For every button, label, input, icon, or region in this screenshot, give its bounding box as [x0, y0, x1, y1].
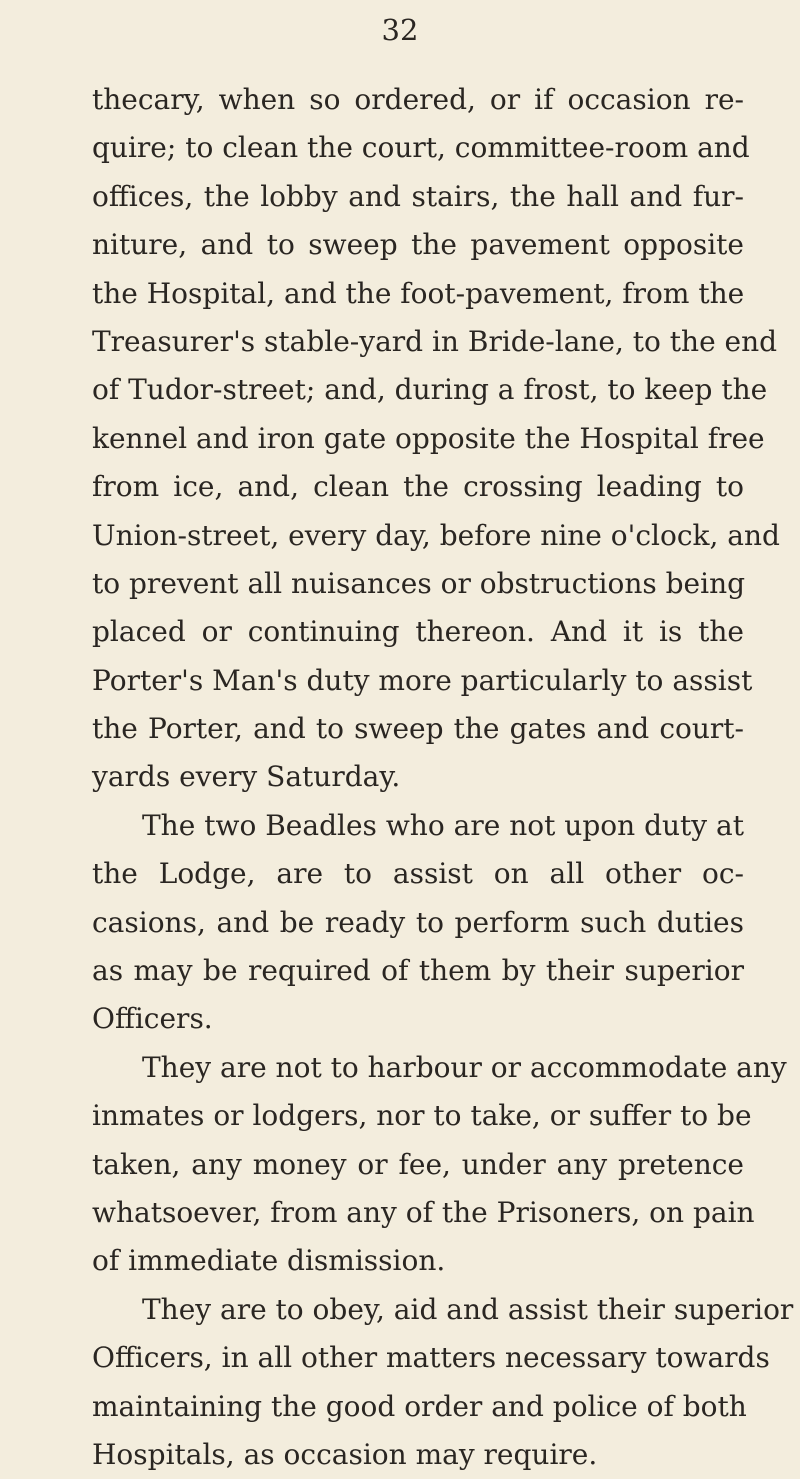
text-line: the Hospital, and the foot-pavement, from the [92, 276, 745, 310]
text-line: as may be required of them by their superior [92, 954, 744, 988]
text-line: thecary, when so ordered, or if occasion re- [92, 83, 744, 116]
body-text [92, 76, 794, 1479]
text-line: placed or continuing thereon. And it is the [92, 615, 744, 649]
text-line: They are not to harbour or accommodate any [142, 1050, 787, 1084]
text-line: inmates or lodgers, nor to take, or suffer to be [92, 1099, 752, 1133]
text-line: niture, and to sweep the pavement opposite [92, 228, 744, 262]
text-line: whatsoever, from any of the Prisoners, on pain [92, 1195, 755, 1229]
text-line: Officers. [92, 1002, 213, 1036]
text-line: of Tudor-street; and, during a frost, to keep the [92, 373, 768, 407]
text-line: yards every Saturday. [92, 760, 401, 794]
text-line: offices, the lobby and stairs, the hall and fur- [92, 179, 744, 213]
text-line: Hospitals, as occasion may require. [92, 1437, 598, 1471]
text-line: casions, and be ready to perform such duties [92, 905, 744, 939]
page-number: 32 [381, 13, 419, 47]
text-line: Treasurer's stable-yard in Bride-lane, to the end [92, 324, 778, 358]
text-line: the Lodge, are to assist on all other oc- [92, 857, 744, 891]
text-line: Porter's Man's duty more particularly to assist [92, 663, 753, 697]
text-line: The two Beadles who are not upon duty at [142, 808, 744, 842]
text-line: Officers, in all other matters necessary towards [92, 1341, 770, 1375]
text-line: from ice, and, clean the crossing leading to [92, 470, 744, 504]
text-line: taken, any money or fee, under any pretence [92, 1147, 744, 1181]
text-line: quire; to clean the court, committee-room and [92, 131, 750, 165]
text-line: of immediate dismission. [92, 1244, 446, 1278]
text-line: Union-street, every day, before nine o'clock, and [92, 518, 780, 552]
text-line: to prevent all nuisances or obstructions being [92, 566, 746, 600]
text-line: the Porter, and to sweep the gates and court- [92, 712, 744, 746]
text-line: kennel and iron gate opposite the Hospital free [92, 421, 765, 455]
text-line: They are to obey, aid and assist their superior [142, 1292, 794, 1326]
text-line: maintaining the good order and police of both [92, 1389, 747, 1423]
